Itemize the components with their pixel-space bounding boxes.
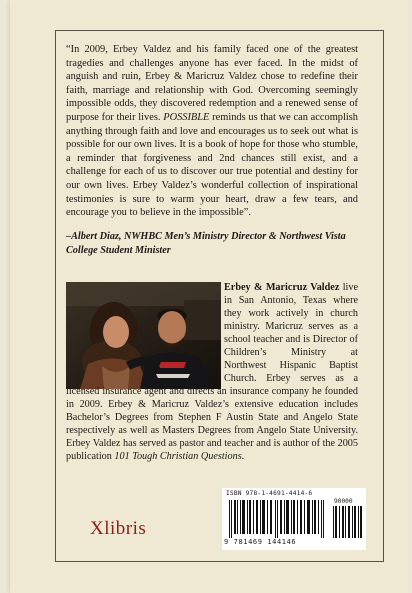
endorsement-quote: [66, 43, 358, 220]
bio-end: .: [241, 451, 245, 462]
quote-attribution: –Albert Diaz, NWHBC Men’s Ministry Director & Northwest Vista College Student Minister: [66, 231, 346, 256]
price-code: 90000: [334, 498, 353, 505]
quote-book-title: POSSIBLE: [163, 111, 210, 123]
barcode-digits: 9 781469 144146: [224, 538, 297, 546]
bio-text: live in San Antonio, Texas where they work actively in church ministry. Maricruz serves as a school teacher and is Director of Children’s Ministry at Northwest Hispanic Baptist Church. Erbey serves as a licensed insurance agent and directs an insurance company he founded in 2009. Erbey & Maricruz Valdez’s extensive education includes Bachelor’s Degrees from Stephen F Austin State and Angelo State respectively as well as Masters Degrees from Angelo State University. Erbey Valdez has served as pastor and teacher and is author of the 2005 publication: [66, 282, 359, 462]
barcode: [222, 488, 366, 550]
publisher-logo: Xlibris: [90, 518, 147, 539]
price-barcode-bars: [333, 506, 363, 538]
isbn-text: ISBN 978-1-4691-4414-6: [226, 490, 313, 497]
bio-book-title: 101 Tough Christian Questions: [114, 451, 242, 462]
quote-text-end: reminds us that we can accomplish anything through faith and love and encourages us to seek out what is possible for our own lives. It is a book of hope for those who stumble, a reminder that forgiveness and 2nd chances still exist, and a challenge for each of us to discover our true potential and destiny for our own lives. Erbey Valdez’s wonderful collection of inspirational testimonies is sure to warm your heart, draw a few tears, and encourage you to believe in the impossible”.: [66, 111, 358, 219]
author-bio: [66, 281, 358, 463]
author-names: Erbey & Maricruz Valdez: [224, 282, 340, 293]
quote-text-start: “In 2009, Erbey Valdez and his family faced one of the greatest tragedies and challenges anyone has ever faced. In the midst of anguish and ruin, Erbey & Maricruz Valdez chose to redefine their faith, marriage and relationship with God. Overcoming seemingly impossible odds, they discovered redemption and a renewed sense of purpose for their lives.: [66, 44, 358, 123]
barcode-bars: [227, 500, 331, 538]
